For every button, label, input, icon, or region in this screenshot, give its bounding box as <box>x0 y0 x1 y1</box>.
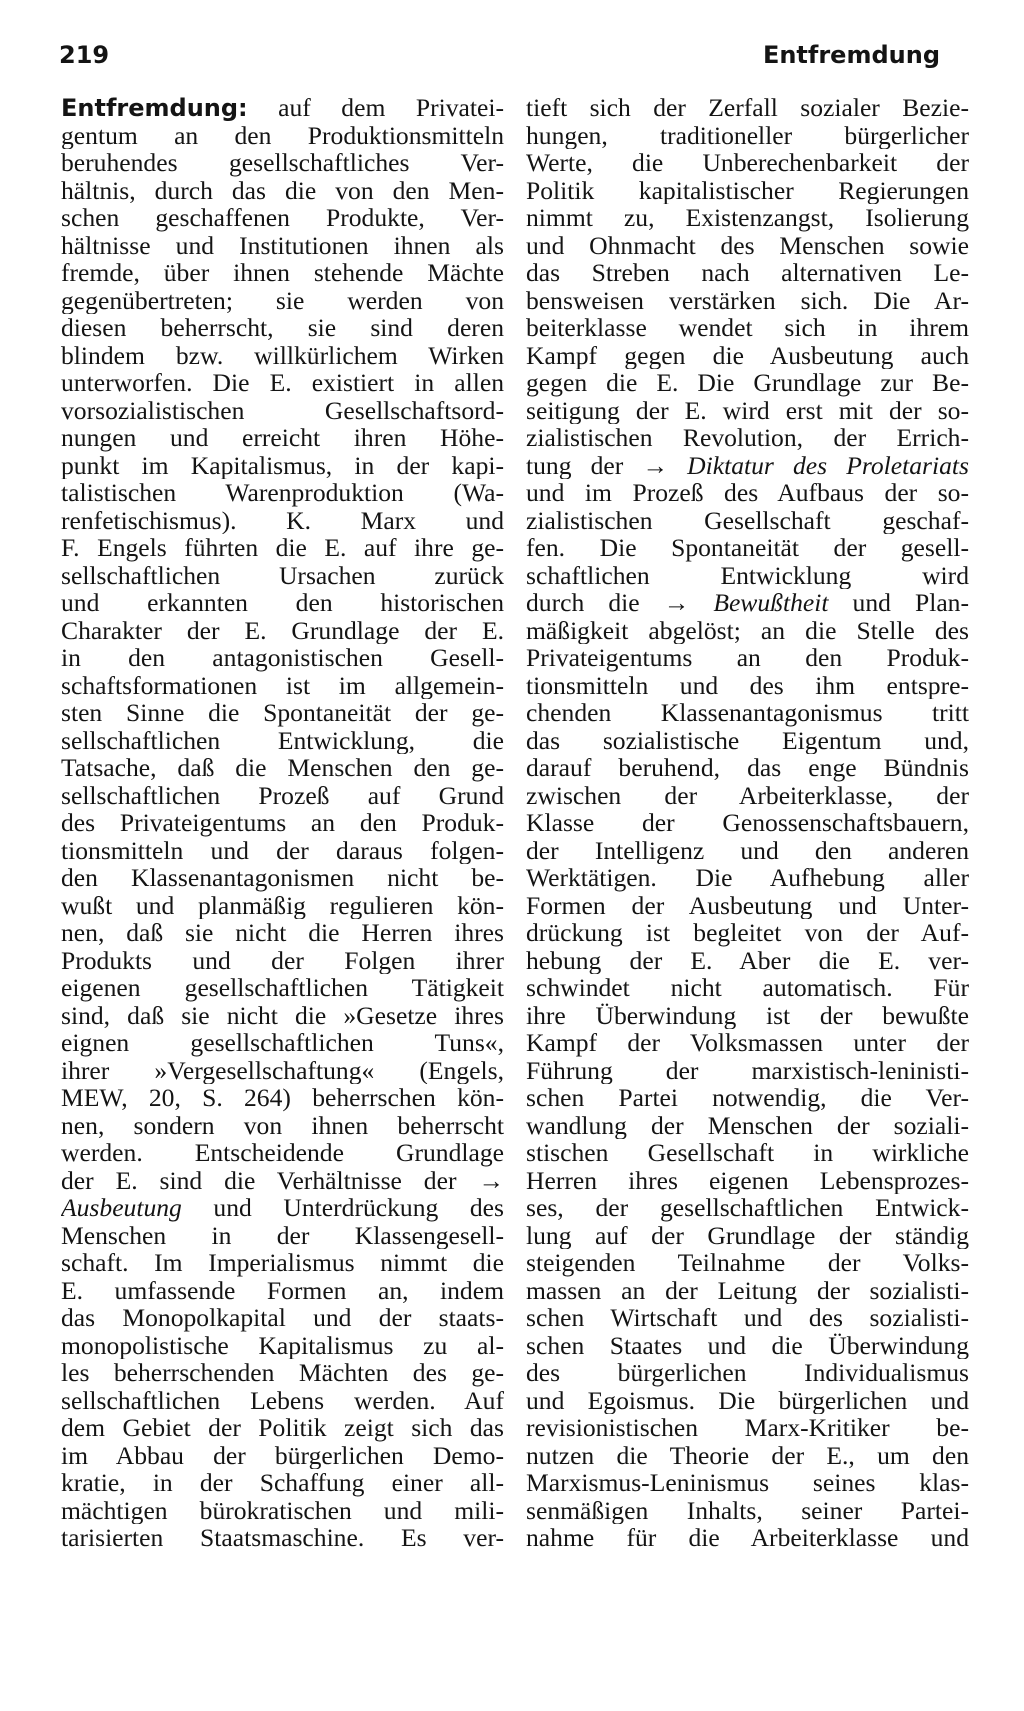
right-column <box>526 94 969 1552</box>
crossref-bewusstheit[interactable]: Bewußtheit <box>713 589 829 617</box>
crossref-ausbeutung[interactable]: Ausbeutung <box>61 1194 182 1222</box>
text-line: ses, der gesellschaftlichen Entwick- <box>526 1194 969 1222</box>
text-line: Kampf der Volksmassen unter der <box>526 1029 969 1057</box>
text-line: sellschaftlichen Prozeß auf Grund <box>61 781 504 809</box>
text-line: des bürgerlichen Individualismus <box>526 1359 969 1387</box>
text-line: im Abbau der bürgerlichen Demo- <box>61 1441 504 1469</box>
text-line: Politik kapitalistischer Regierungen <box>526 176 969 204</box>
text-line: schen Staates und die Überwindung <box>526 1331 969 1359</box>
text-line: kratie, in der Schaffung einer all- <box>61 1469 504 1497</box>
text-line: wußt und planmäßig regulieren kön- <box>61 891 504 919</box>
text-line: wandlung der Menschen der soziali- <box>526 1111 969 1139</box>
running-title: Entfremdung <box>762 41 940 69</box>
text-line: steigenden Teilnahme der Volks- <box>526 1249 969 1277</box>
text-line: das Streben nach alternativen Le- <box>526 259 969 287</box>
text-line: schen geschaffenen Produkte, Ver- <box>61 204 504 232</box>
text-line: blindem bzw. willkürlichem Wirken <box>61 341 504 369</box>
text-line: schen Partei notwendig, die Ver- <box>526 1084 969 1112</box>
text-line: massen an der Leitung der sozialisti- <box>526 1276 969 1304</box>
entry-lemma: Entfremdung: <box>61 94 248 122</box>
page-number: 219 <box>59 41 110 69</box>
text-line: das sozialistische Eigentum und, <box>526 726 969 754</box>
text-line: revisionistischen Marx-Kritiker be- <box>526 1414 969 1442</box>
text-line: fremde, über ihnen stehende Mächte <box>61 259 504 287</box>
text-line: Menschen in der Klassengesell- <box>61 1221 504 1249</box>
text-line: schwindet nicht automatisch. Für <box>526 974 969 1002</box>
text-line: der Intelligenz und den anderen <box>526 836 969 864</box>
crossref-diktatur-des-proletariats[interactable]: Diktatur des Proletariats <box>687 451 969 479</box>
text-line: renfetischismus). K. Marx und <box>61 506 504 534</box>
text-line: tionsmitteln und des ihm entspre- <box>526 671 969 699</box>
text-line: zialistischen Gesellschaft geschaf- <box>526 506 969 534</box>
text-line: fen. Die Spontaneität der gesell- <box>526 534 969 562</box>
text-line: hältnis, durch das die von den Men- <box>61 176 504 204</box>
text-line: den Klassenantagonismen nicht be- <box>61 864 504 892</box>
text-line: les beherrschenden Mächten des ge- <box>61 1359 504 1387</box>
text-line: tieft sich der Zerfall sozialer Bezie- <box>526 94 969 122</box>
text-line: sten Sinne die Spontaneität der ge- <box>61 699 504 727</box>
text-line: ihrer »Vergesellschaftung« (Engels, <box>61 1056 504 1084</box>
text-line: Charakter der E. Grundlage der E. <box>61 616 504 644</box>
text-line: das Monopolkapital und der staats- <box>61 1304 504 1332</box>
text-line: bensweisen verstärken sich. Die Ar- <box>526 286 969 314</box>
text-line: Führung der marxistisch-leninisti- <box>526 1056 969 1084</box>
text-line: der E. sind die Verhältnisse der → <box>61 1166 504 1194</box>
text-line: schaft. Im Imperialismus nimmt die <box>61 1249 504 1277</box>
text-line: Formen der Ausbeutung und Unter- <box>526 891 969 919</box>
text-line: nutzen die Theorie der E., um den <box>526 1441 969 1469</box>
text-line: drückung ist begleitet von der Auf- <box>526 919 969 947</box>
text-line: monopolistische Kapitalismus zu al- <box>61 1331 504 1359</box>
text-line: sellschaftlichen Lebens werden. Auf <box>61 1386 504 1414</box>
text-line: vorsozialistischen Gesellschaftsord- <box>61 396 504 424</box>
text-line: gegenübertreten; sie werden von <box>61 286 504 314</box>
text-line: Produkts und der Folgen ihrer <box>61 946 504 974</box>
text-line: zwischen der Arbeiterklasse, der <box>526 781 969 809</box>
text-line: sind, daß sie nicht die »Gesetze ihres <box>61 1001 504 1029</box>
text-line: Klasse der Genossenschaftsbauern, <box>526 809 969 837</box>
text-line: tionsmitteln und der daraus folgen- <box>61 836 504 864</box>
text-line: senmäßigen Inhalts, seiner Partei- <box>526 1496 969 1524</box>
text-line: beruhendes gesellschaftliches Ver- <box>61 149 504 177</box>
text-line: schaftlichen Entwicklung wird <box>526 561 969 589</box>
text-line: Privateigentums an den Produk- <box>526 644 969 672</box>
text-line: und Ohnmacht des Menschen sowie <box>526 231 969 259</box>
text-line: sellschaftlichen Ursachen zurück <box>61 561 504 589</box>
text-line: Entfremdung: auf dem Privatei- <box>61 94 504 122</box>
text-line: Tatsache, daß die Menschen den ge- <box>61 754 504 782</box>
text-line: und erkannten den historischen <box>61 589 504 617</box>
text-line: E. umfassende Formen an, indem <box>61 1276 504 1304</box>
text-line: chenden Klassenantagonismus tritt <box>526 699 969 727</box>
text-line: hungen, traditioneller bürgerlicher <box>526 121 969 149</box>
text-line: werden. Entscheidende Grundlage <box>61 1139 504 1167</box>
text-line: in den antagonistischen Gesell- <box>61 644 504 672</box>
text-line: mäßigkeit abgelöst; an die Stelle des <box>526 616 969 644</box>
text-line: nen, daß sie nicht die Herren ihres <box>61 919 504 947</box>
text-line: Werte, die Unberechenbarkeit der <box>526 149 969 177</box>
text-line: darauf beruhend, das enge Bündnis <box>526 754 969 782</box>
text-line: diesen beherrscht, sie sind deren <box>61 314 504 342</box>
text-line: sellschaftlichen Entwicklung, die <box>61 726 504 754</box>
text-line: ihre Überwindung ist der bewußte <box>526 1001 969 1029</box>
text-line: gentum an den Produktionsmitteln <box>61 121 504 149</box>
text-line: lung auf der Grundlage der ständig <box>526 1221 969 1249</box>
text-line: mächtigen bürokratischen und mili- <box>61 1496 504 1524</box>
text-line: MEW, 20, S. 264) beherrschen kön- <box>61 1084 504 1112</box>
text-line: des Privateigentums an den Produk- <box>61 809 504 837</box>
text-line: nimmt zu, Existenzangst, Isolierung <box>526 204 969 232</box>
text-line: tarisierten Staatsmaschine. Es ver- <box>61 1524 504 1552</box>
text-line: Kampf gegen die Ausbeutung auch <box>526 341 969 369</box>
text-line: gegen die E. Die Grundlage zur Be- <box>526 369 969 397</box>
text-line: talistischen Warenproduktion (Wa- <box>61 479 504 507</box>
text-line: nen, sondern von ihnen beherrscht <box>61 1111 504 1139</box>
text-line: nungen und erreicht ihren Höhe- <box>61 424 504 452</box>
text-line: schen Wirtschaft und des sozialisti- <box>526 1304 969 1332</box>
text-line-with-crossref: durch die → Bewußtheit und Plan- <box>526 589 969 617</box>
running-head <box>59 38 940 72</box>
text-line: eignen gesellschaftlichen Tuns«, <box>61 1029 504 1057</box>
left-column <box>61 94 504 1552</box>
text-line: dem Gebiet der Politik zeigt sich das <box>61 1414 504 1442</box>
text-line: und Egoismus. Die bürgerlichen und <box>526 1386 969 1414</box>
text-line: eigenen gesellschaftlichen Tätigkeit <box>61 974 504 1002</box>
text-line: seitigung der E. wird erst mit der so- <box>526 396 969 424</box>
text-line: hältnisse und Institutionen ihnen als <box>61 231 504 259</box>
text-line: hebung der E. Aber die E. ver- <box>526 946 969 974</box>
text-line: Marxismus-Leninismus seines klas- <box>526 1469 969 1497</box>
text-line: F. Engels führten die E. auf ihre ge- <box>61 534 504 562</box>
text-line: unterworfen. Die E. existiert in allen <box>61 369 504 397</box>
text-line: Werktätigen. Die Aufhebung aller <box>526 864 969 892</box>
text-line: Herren ihres eigenen Lebensprozes- <box>526 1166 969 1194</box>
text-line: zialistischen Revolution, der Errich- <box>526 424 969 452</box>
text-line-with-crossref: Ausbeutung und Unterdrückung des <box>61 1194 504 1222</box>
text-line: und im Prozeß des Aufbaus der so- <box>526 479 969 507</box>
text-line: stischen Gesellschaft in wirkliche <box>526 1139 969 1167</box>
text-line: punkt im Kapitalismus, in der kapi- <box>61 451 504 479</box>
text-line: nahme für die Arbeiterklasse und <box>526 1524 969 1552</box>
text-line: beiterklasse wendet sich in ihrem <box>526 314 969 342</box>
text-line: schaftsformationen ist im allgemein- <box>61 671 504 699</box>
text-line-with-crossref: tung der → Diktatur des Proletariats <box>526 451 969 479</box>
